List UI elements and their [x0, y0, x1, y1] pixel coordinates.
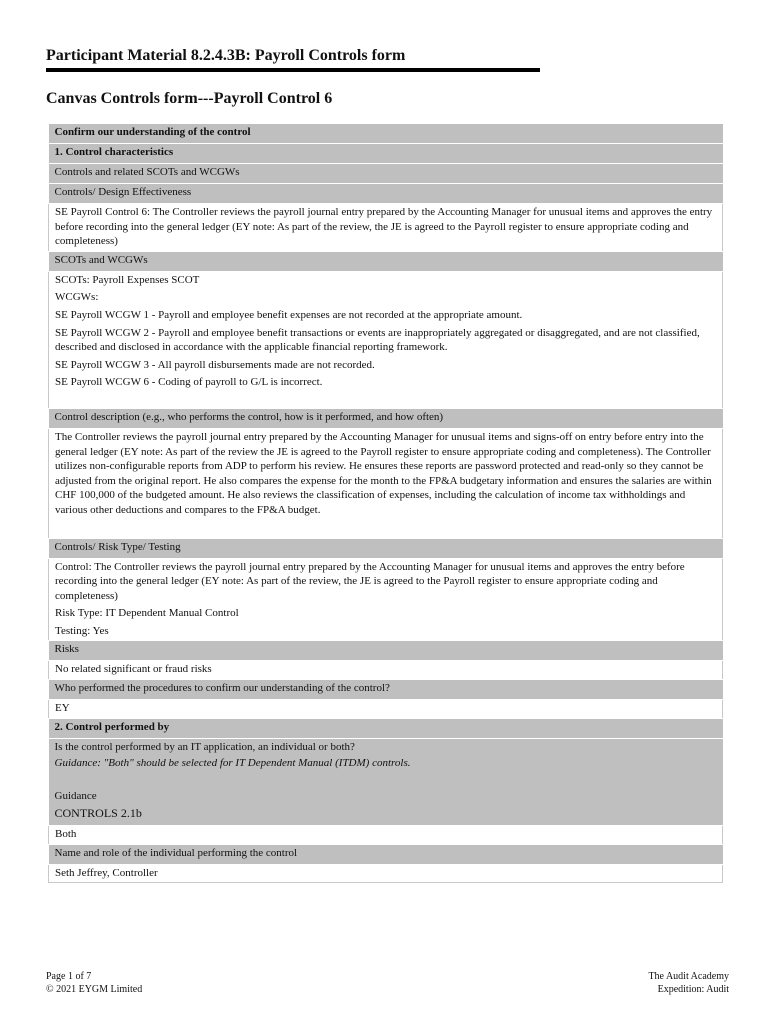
- copyright: © 2021 EYGM Limited: [46, 984, 143, 995]
- description-header: Control description (e.g., who performs the control, how is it performed, and how often): [49, 408, 723, 428]
- risk-type-line: Risk Type: IT Dependent Manual Control: [55, 607, 239, 620]
- risk-type-cell: [49, 558, 723, 641]
- wcgw-1: SE Payroll WCGW 1 - Payroll and employee benefit expenses are not recorded at the appropriate amount.: [55, 308, 523, 321]
- scots-line: SCOTs: Payroll Expenses SCOT: [55, 273, 200, 286]
- who-performed-row: [49, 700, 723, 719]
- risk-type-row: [49, 558, 723, 641]
- design-effectiveness-header-row: [49, 184, 723, 204]
- wcgw-6: SE Payroll WCGW 6 - Coding of payroll to G/L is incorrect.: [55, 376, 323, 389]
- guidance-ref-link[interactable]: CONTROLS 2.1b: [54, 806, 142, 821]
- performed-by-question-row: [49, 738, 723, 825]
- testing-line: Testing: Yes: [55, 624, 109, 637]
- who-performed-header-row: [49, 680, 723, 700]
- name-role-header-row: [49, 844, 723, 864]
- name-role-row: [49, 864, 723, 883]
- name-role-header: Name and role of the individual performing the control: [49, 844, 723, 864]
- performed-by-cell: [49, 738, 723, 825]
- scots-cell: [49, 271, 723, 408]
- risks-row: [49, 661, 723, 680]
- description-text: The Controller reviews the payroll journal entry prepared by the Accounting Manager for unusual items and signs-off on entry before entry into the general ledger (EY note: As part of the review the JE is agreed to the Payroll register to ensure appropriate coding and completeness). The Controller utilizes non-configurable reports from ADP to perform his review. He ensures these reports are password protected and read-only so they cannot be adjusted from the original report. He also compares the expense for the month to the FP&A budgetary information and ensures the salaries are within CHF 100,000 of the budgeted amount. He also reviews the classification of expenses, including the calculation of income tax withholdings and various other deductions and compares to the FP&A budget.: [49, 428, 723, 538]
- design-effectiveness-text: SE Payroll Control 6: The Controller reviews the payroll journal entry prepared by the Accounting Manager for unusual items and approves the entry before recording into the general ledger (EY note: As part of the review, the JE is agreed to the Payroll register to ensure appropriate coding and completeness): [49, 204, 723, 252]
- name-role-text: Seth Jeffrey, Controller: [49, 864, 723, 883]
- design-effectiveness-row: [49, 204, 723, 252]
- performed-by-answer: Both: [49, 826, 723, 845]
- controls-scots-header-row: [49, 164, 723, 184]
- section2-header: 2. Control performed by: [49, 718, 723, 738]
- form-title: Canvas Controls form---Payroll Control 6: [46, 90, 333, 107]
- risks-header: Risks: [49, 641, 723, 661]
- wcgw-3: SE Payroll WCGW 3 - All payroll disbursements made are not recorded.: [55, 358, 375, 371]
- who-performed-text: EY: [49, 700, 723, 719]
- description-header-row: [49, 408, 723, 428]
- section1-header-row: [49, 144, 723, 164]
- scots-row: [49, 271, 723, 408]
- risk-type-header: Controls/ Risk Type/ Testing: [49, 538, 723, 558]
- wcgw-2: SE Payroll WCGW 2 - Payroll and employee benefit transactions or events are inappropriately aggregated or disaggregated, and are not classified, described and disclosed in accordance with the applicable financial reporting framework.: [55, 326, 700, 354]
- page-title: Participant Material 8.2.4.3B: Payroll Controls form: [46, 47, 406, 64]
- title-rule: [46, 68, 540, 72]
- risk-type-header-row: [49, 538, 723, 558]
- controls-form-table: [48, 124, 723, 883]
- confirm-header-row: [49, 124, 723, 144]
- page-number: Page 1 of 7: [46, 971, 92, 982]
- section2-header-row: [49, 718, 723, 738]
- performed-by-question: Is the control performed by an IT application, an individual or both?: [54, 740, 355, 753]
- controls-scots-header: Controls and related SCOTs and WCGWs: [49, 164, 723, 184]
- scots-header-row: [49, 251, 723, 271]
- risk-type-control-text: Control: The Controller reviews the payroll journal entry prepared by the Accounting Manager for unusual items and approves the entry before recording into the general ledger (EY note: As part of the review, the JE is agreed to the Payroll register to ensure appropriate coding and completeness): [55, 560, 685, 602]
- who-performed-header: Who performed the procedures to confirm our understanding of the control?: [49, 680, 723, 700]
- confirm-header: Confirm our understanding of the control: [49, 124, 723, 144]
- risks-header-row: [49, 641, 723, 661]
- spacer: [55, 771, 719, 789]
- academy-name: The Audit Academy: [648, 971, 729, 982]
- section1-header: 1. Control characteristics: [49, 144, 723, 164]
- wcgws-label: WCGWs:: [55, 291, 99, 304]
- footer-left: [46, 970, 142, 996]
- performed-by-guidance: Guidance: "Both" should be selected for IT Dependent Manual (ITDM) controls.: [54, 757, 411, 770]
- risks-text: No related significant or fraud risks: [49, 661, 723, 680]
- scots-header: SCOTs and WCGWs: [49, 251, 723, 271]
- performed-by-answer-row: [49, 826, 723, 845]
- footer-right: [648, 970, 729, 996]
- expedition-name: Expedition: Audit: [657, 984, 729, 995]
- guidance-label: Guidance: [54, 789, 97, 802]
- description-row: [49, 428, 723, 538]
- design-effectiveness-header: Controls/ Design Effectiveness: [49, 184, 723, 204]
